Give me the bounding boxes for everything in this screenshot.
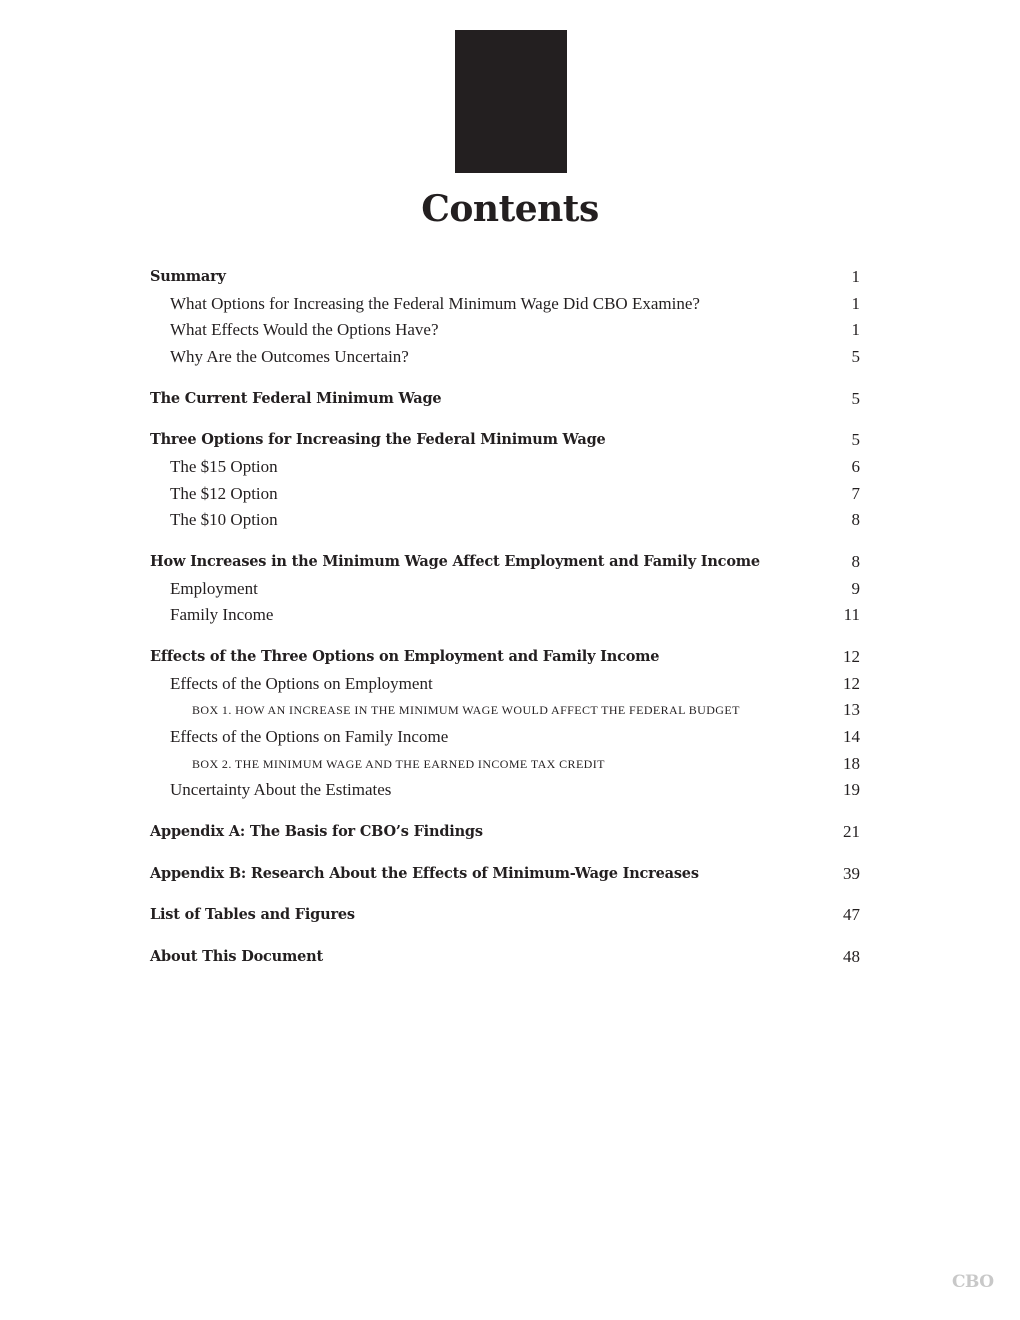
toc-entry-label: What Options for Increasing the Federal Minimum Wage Did CBO Examine? [170, 294, 700, 313]
toc-entry-list-tables-figures[interactable] [150, 903, 860, 927]
toc-entry-effects-options[interactable] [150, 318, 860, 342]
toc-entry-page: 1 [851, 267, 860, 286]
page-title: Contents [421, 188, 599, 230]
toc-entry-label: Family Income [170, 605, 274, 624]
toc-entry-page: 48 [843, 947, 860, 966]
toc-entry-label: Employment [170, 579, 258, 598]
toc-entry-page: 47 [843, 905, 860, 924]
toc-entry-15-option[interactable] [150, 455, 860, 479]
toc-entry-label: Summary [150, 268, 226, 285]
toc-entry-family-income[interactable] [150, 603, 860, 627]
toc-entry-label: Why Are the Outcomes Uncertain? [170, 347, 409, 366]
toc-entry-label: The Current Federal Minimum Wage [150, 390, 442, 407]
toc-entry-label: List of Tables and Figures [150, 906, 355, 923]
toc-entry-page: 11 [843, 605, 860, 624]
toc-entry-label: Effects of the Options on Employment [170, 674, 433, 693]
toc-entry-label: BOX 1. HOW AN INCREASE IN THE MINIMUM WAGE WOULD AFFECT THE FEDERAL BUDGET [192, 703, 740, 717]
toc-entry-page: 1 [851, 294, 860, 313]
toc-entry-employment[interactable] [150, 577, 860, 601]
toc-entry-three-options[interactable] [150, 428, 860, 452]
toc-entry-effects-family-income[interactable] [150, 725, 860, 749]
toc-entry-label: What Effects Would the Options Have? [170, 320, 439, 339]
toc-entry-label: Three Options for Increasing the Federal Minimum Wage [150, 431, 606, 448]
toc-entry-page: 12 [843, 674, 860, 693]
toc-entry-page: 8 [851, 552, 860, 571]
toc-entry-options-examined[interactable] [150, 292, 860, 316]
toc-entry-uncertainty-estimates[interactable] [150, 778, 860, 802]
toc-entry-outcomes-uncertain[interactable] [150, 345, 860, 369]
toc-entry-12-option[interactable] [150, 482, 860, 506]
toc-entry-page: 12 [843, 647, 860, 666]
toc-entry-box-2[interactable] [150, 752, 860, 776]
toc-entry-effects-employment[interactable] [150, 672, 860, 696]
toc-entry-label: The $12 Option [170, 484, 278, 503]
toc-entry-label: Effects of the Three Options on Employment and Family Income [150, 648, 660, 665]
toc-entry-about-document[interactable] [150, 945, 860, 969]
toc-entry-appendix-a[interactable] [150, 820, 860, 844]
toc-entry-appendix-b[interactable] [150, 862, 860, 886]
toc-entry-page: 18 [843, 754, 860, 773]
toc-entry-page: 7 [851, 484, 860, 503]
toc-entry-label: The $10 Option [170, 510, 278, 529]
toc-entry-10-option[interactable] [150, 508, 860, 532]
toc-entry-label: About This Document [150, 948, 324, 965]
toc-entry-how-increases-affect[interactable] [150, 550, 860, 574]
toc-entry-label: Effects of the Options on Family Income [170, 727, 449, 746]
toc-entry-effects-three-options[interactable] [150, 645, 860, 669]
toc-entry-label: Uncertainty About the Estimates [170, 780, 392, 799]
toc-entry-page: 21 [843, 822, 860, 841]
toc-entry-page: 1 [851, 320, 860, 339]
decorative-black-block [455, 30, 567, 173]
toc-entry-page: 6 [851, 457, 860, 476]
toc-entry-page: 13 [843, 700, 860, 719]
toc-entry-summary[interactable] [150, 265, 860, 289]
toc-entry-page: 19 [843, 780, 860, 799]
toc-entry-page: 5 [851, 389, 860, 408]
toc-entry-label: Appendix B: Research About the Effects of Minimum-Wage Increases [150, 865, 699, 882]
toc-entry-page: 5 [851, 347, 860, 366]
toc-entry-label: BOX 2. THE MINIMUM WAGE AND THE EARNED INCOME TAX CREDIT [192, 757, 605, 771]
toc-entry-page: 14 [843, 727, 860, 746]
toc-entry-page: 39 [843, 864, 860, 883]
toc-entry-label: The $15 Option [170, 457, 278, 476]
toc-entry-label: How Increases in the Minimum Wage Affect Employment and Family Income [150, 553, 760, 570]
toc-entry-page: 9 [851, 579, 860, 598]
toc-entry-page: 8 [851, 510, 860, 529]
toc-entry-current-minimum-wage[interactable] [150, 387, 860, 411]
toc-entry-page: 5 [851, 430, 860, 449]
cbo-footer-logo: CBO [952, 1272, 994, 1292]
toc-entry-label: Appendix A: The Basis for CBO’s Findings [150, 823, 483, 840]
toc-entry-box-1[interactable] [150, 698, 860, 722]
